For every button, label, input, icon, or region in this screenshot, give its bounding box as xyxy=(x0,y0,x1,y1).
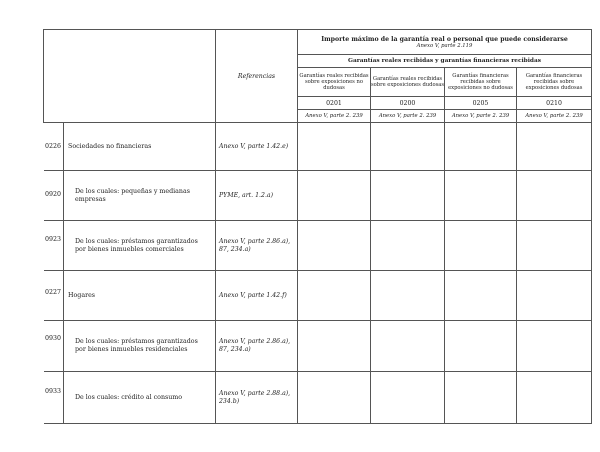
table-cell[interactable] xyxy=(298,321,371,372)
row-reference: Anexo V, parte 1.42.e) xyxy=(216,123,298,171)
row-label: De los cuales: préstamos garantizados por bienes inmuebles comerciales xyxy=(64,221,216,271)
column-header-0201: Garantías reales recibidas sobre exposiciones no dudosas xyxy=(298,68,371,97)
row-code: 0923 xyxy=(45,236,62,243)
table-cell[interactable] xyxy=(445,372,517,424)
table-cell[interactable] xyxy=(371,271,445,321)
table-cell[interactable] xyxy=(371,171,445,221)
header-title-cell xyxy=(298,30,592,55)
table-cell[interactable] xyxy=(517,221,592,271)
row-reference: PYME, art. 1.2.a) xyxy=(216,171,298,221)
table-cell[interactable] xyxy=(298,271,371,321)
row-label: De los cuales: pequeñas y medianas empresas xyxy=(64,171,216,221)
row-code: 0920 xyxy=(45,191,62,198)
table-cell[interactable] xyxy=(445,271,517,321)
row-code: 0226 xyxy=(45,143,62,150)
data-table xyxy=(43,29,592,424)
row-reference: Anexo V, parte 1.42.f) xyxy=(216,271,298,321)
row-label: Sociedades no financieras xyxy=(64,123,216,171)
column-ref-0200: Anexo V, parte 2. 239 xyxy=(371,110,445,123)
column-header-0210: Garantías financieras recibidas sobre exposiciones dudosas xyxy=(517,68,592,97)
row-code: 0930 xyxy=(45,335,62,342)
table-cell[interactable] xyxy=(298,372,371,424)
table-cell[interactable] xyxy=(371,123,445,171)
header-title-ref: Anexo V, parte 2.119 xyxy=(416,42,473,49)
row-reference: Anexo V, parte 2.86.a), 87, 234.a) xyxy=(216,321,298,372)
table-row xyxy=(44,321,592,372)
row-label: De los cuales: préstamos garantizados por bienes inmuebles residenciales xyxy=(64,321,216,372)
table-cell[interactable] xyxy=(445,171,517,221)
table-cell[interactable] xyxy=(298,171,371,221)
table-row xyxy=(44,221,592,271)
row-code-cell xyxy=(44,372,64,424)
header-group: Garantías reales recibidas y garantías financieras recibidas xyxy=(298,55,592,68)
table-cell[interactable] xyxy=(517,372,592,424)
row-reference: Anexo V, parte 2.86.a), 87, 234.a) xyxy=(216,221,298,271)
column-code-0210: 0210 xyxy=(517,97,592,110)
column-code-0201: 0201 xyxy=(298,97,371,110)
row-label: Hogares xyxy=(64,271,216,321)
references-header: Referencias xyxy=(216,30,298,123)
row-code-cell xyxy=(44,221,64,271)
row-reference: Anexo V, parte 2.88.a), 234.b) xyxy=(216,372,298,424)
table-cell[interactable] xyxy=(371,372,445,424)
header-title: Importe máximo de la garantía real o personal que puede considerarse xyxy=(321,35,568,43)
table-cell[interactable] xyxy=(517,123,592,171)
table-cell[interactable] xyxy=(517,171,592,221)
column-ref-0201: Anexo V, parte 2. 239 xyxy=(298,110,371,123)
table-cell[interactable] xyxy=(445,123,517,171)
table-cell[interactable] xyxy=(445,221,517,271)
table-cell[interactable] xyxy=(371,221,445,271)
table-row xyxy=(44,171,592,221)
table-row xyxy=(44,372,592,424)
row-code: 0227 xyxy=(45,289,62,296)
table-cell[interactable] xyxy=(298,221,371,271)
column-header-0200: Garantías reales recibidas sobre exposiciones dudosas xyxy=(371,68,445,97)
table-row xyxy=(44,123,592,171)
table-cell[interactable] xyxy=(298,123,371,171)
column-ref-0205: Anexo V, parte 2. 239 xyxy=(445,110,517,123)
column-ref-0210: Anexo V, parte 2. 239 xyxy=(517,110,592,123)
column-header-0205: Garantías financieras recibidas sobre exposiciones no dudosas xyxy=(445,68,517,97)
column-code-0205: 0205 xyxy=(445,97,517,110)
table-cell[interactable] xyxy=(517,321,592,372)
table-row xyxy=(44,271,592,321)
table-cell[interactable] xyxy=(371,321,445,372)
table-cell[interactable] xyxy=(445,321,517,372)
table-cell[interactable] xyxy=(517,271,592,321)
row-code: 0933 xyxy=(45,388,62,395)
row-label: De los cuales: crédito al consumo xyxy=(64,372,216,424)
row-code-cell xyxy=(44,321,64,372)
column-code-0200: 0200 xyxy=(371,97,445,110)
header-blank xyxy=(44,30,216,123)
